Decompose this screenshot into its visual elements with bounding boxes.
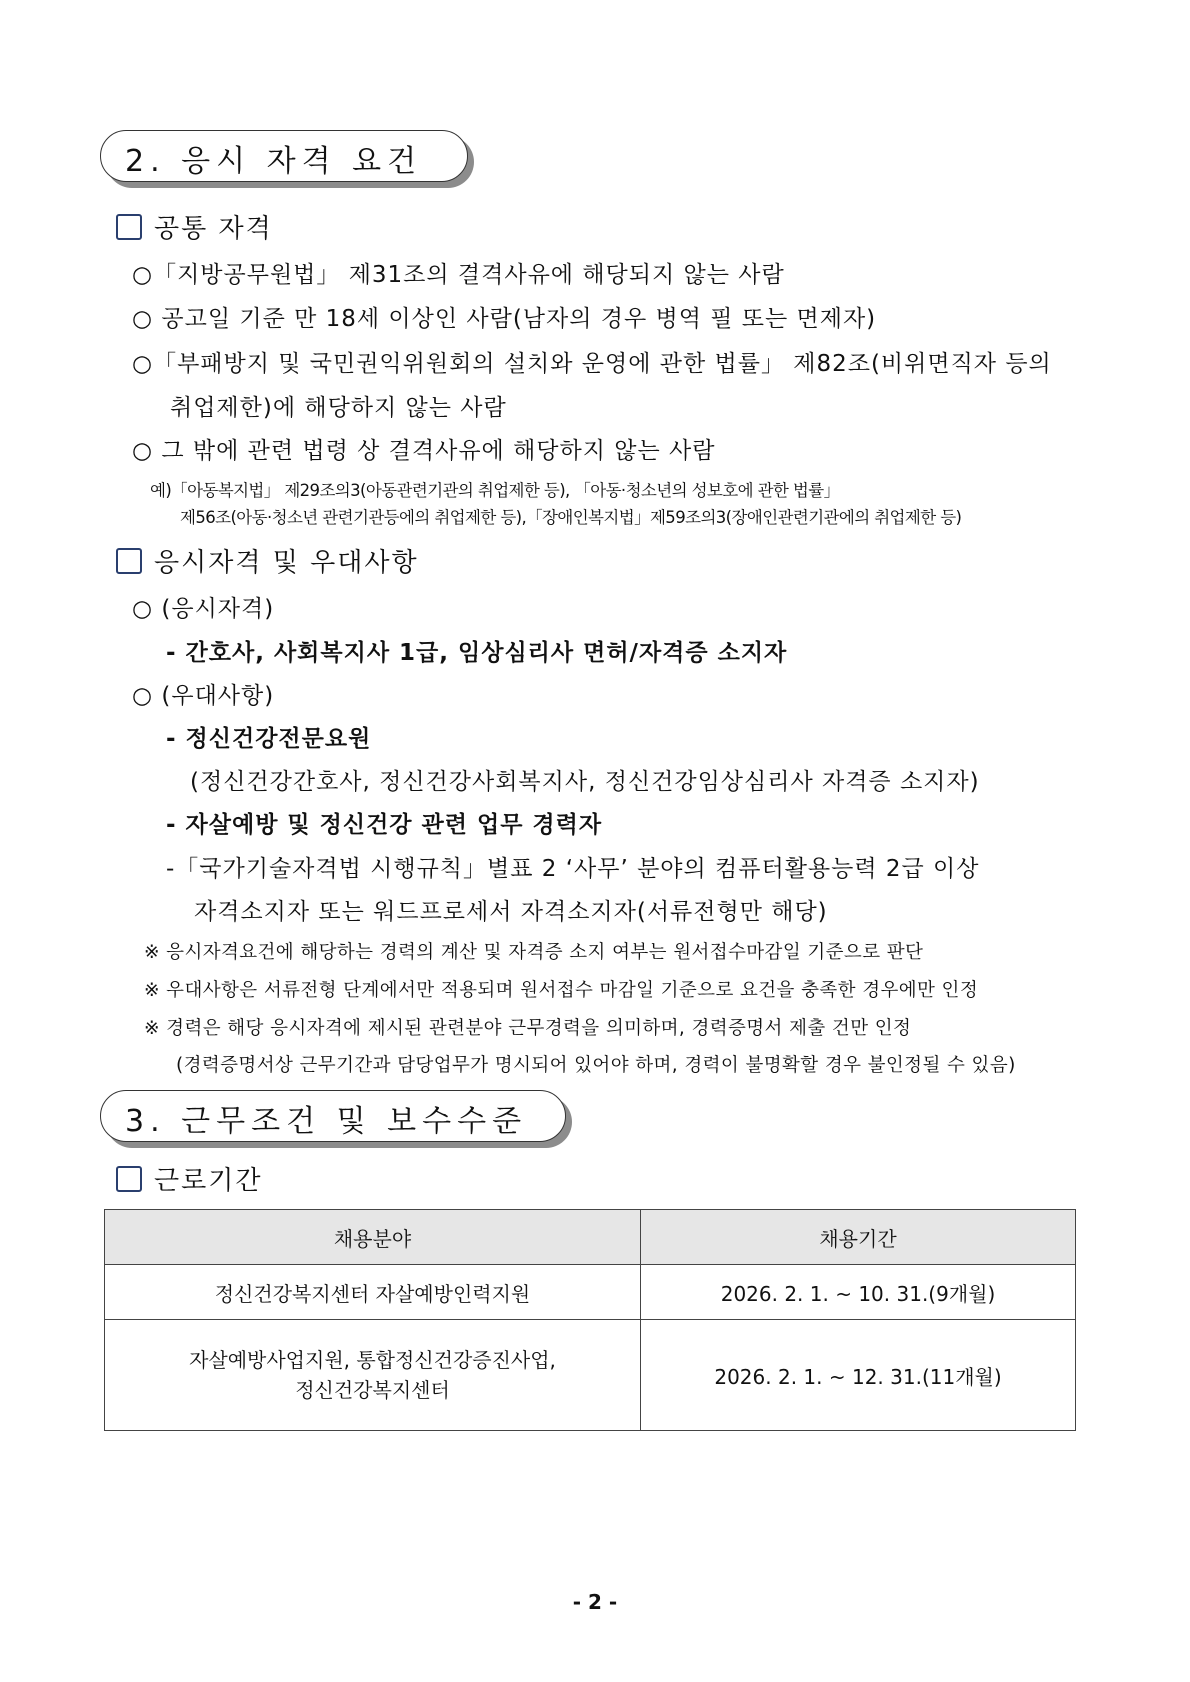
- common-item-3-cont: 취업제한)에 해당하지 않는 사람: [170, 395, 507, 421]
- common-item-4: ○ 그 밖에 관련 법령 상 결격사유에 해당하지 않는 사람: [132, 438, 716, 464]
- section2-title: 2. 응시 자격 요건: [125, 144, 423, 179]
- header-period: 채용기간: [641, 1210, 1076, 1265]
- preference-label: ○ (우대사항): [132, 683, 275, 709]
- note-3: ※ 경력은 해당 응시자격에 제시된 관련분야 근무경력을 의미하며, 경력증명서 제출 건만 인정: [144, 1018, 912, 1039]
- note-3-cont: (경력증명서상 근무기간과 담당업무가 명시되어 있어야 하며, 경력이 불명확할 경우 불인정될 수 있음): [176, 1055, 1016, 1076]
- preference-item-3-cont: 자격소지자 또는 워드프로세서 자격소지자(서류전형만 해당): [194, 899, 828, 925]
- row1-period: 2026. 2. 1. ~ 10. 31.(9개월): [641, 1265, 1076, 1320]
- section3-title: 3. 근무조건 및 보수수준: [125, 1104, 528, 1139]
- note-2: ※ 우대사항은 서류전형 단계에서만 적용되며 원서접수 마감일 기준으로 요건을 충족한 경우에만 인정: [144, 980, 979, 1001]
- example-line-1: 예)「아동복지법」 제29조의3(아동관련기관의 취업제한 등), 「아동·청소년의 성보호에 관한 법률」: [150, 481, 840, 500]
- eligibility-item: - 간호사, 사회복지사 1급, 임상심리사 면허/자격증 소지자: [166, 640, 788, 666]
- preference-item-1-detail: (정신건강간호사, 정신건강사회복지사, 정신건강임상심리사 자격증 소지자): [190, 769, 980, 795]
- row1-field: 정신건강복지센터 자살예방인력지원: [105, 1265, 641, 1320]
- common-item-1: ○「지방공무원법」 제31조의 결격사유에 해당되지 않는 사람: [132, 262, 785, 288]
- qualification-heading: 응시자격 및 우대사항: [116, 542, 419, 579]
- table-row: [105, 1320, 1076, 1431]
- table-row: [105, 1265, 1076, 1320]
- period-heading: 근로기간: [116, 1160, 262, 1197]
- preference-item-3: -「국가기술자격법 시행규칙」별표 2 ‘사무’ 분야의 컴퓨터활용능력 2급 이상: [166, 856, 980, 882]
- row2-field: [105, 1320, 641, 1431]
- preference-item-1: - 정신건강전문요원: [166, 726, 372, 752]
- section2-title-box: [100, 130, 468, 182]
- row2-period: 2026. 2. 1. ~ 12. 31.(11개월): [641, 1320, 1076, 1431]
- checkbox-square-icon: [116, 548, 142, 574]
- example-line-2: 제56조(아동·청소년 관련기관등에의 취업제한 등),「장애인복지법」제59조의3(장애인관련기관에의 취업제한 등): [180, 508, 962, 527]
- page-number: - 2 -: [572, 1590, 618, 1614]
- note-1: ※ 응시자격요건에 해당하는 경력의 계산 및 자격증 소지 여부는 원서접수마감일 기준으로 판단: [144, 942, 924, 963]
- table-header-row: [105, 1210, 1076, 1265]
- row2-field-line1: 자살예방사업지원, 통합정신건강증진사업,: [189, 1348, 556, 1372]
- header-field: 채용분야: [105, 1210, 641, 1265]
- common-item-2: ○ 공고일 기준 만 18세 이상인 사람(남자의 경우 병역 필 또는 면제자): [132, 306, 877, 332]
- checkbox-square-icon: [116, 214, 142, 240]
- common-heading: 공통 자격: [116, 208, 273, 245]
- preference-item-2: - 자살예방 및 정신건강 관련 업무 경력자: [166, 812, 603, 838]
- common-item-3: ○「부패방지 및 국민권익위원회의 설치와 운영에 관한 법률」 제82조(비위면직자 등의: [132, 351, 1052, 377]
- row2-field-line2: 정신건강복지센터: [295, 1378, 450, 1402]
- employment-period-table: [104, 1209, 1076, 1431]
- checkbox-square-icon: [116, 1166, 142, 1192]
- section3-title-box: [100, 1090, 566, 1142]
- eligibility-label: ○ (응시자격): [132, 596, 275, 622]
